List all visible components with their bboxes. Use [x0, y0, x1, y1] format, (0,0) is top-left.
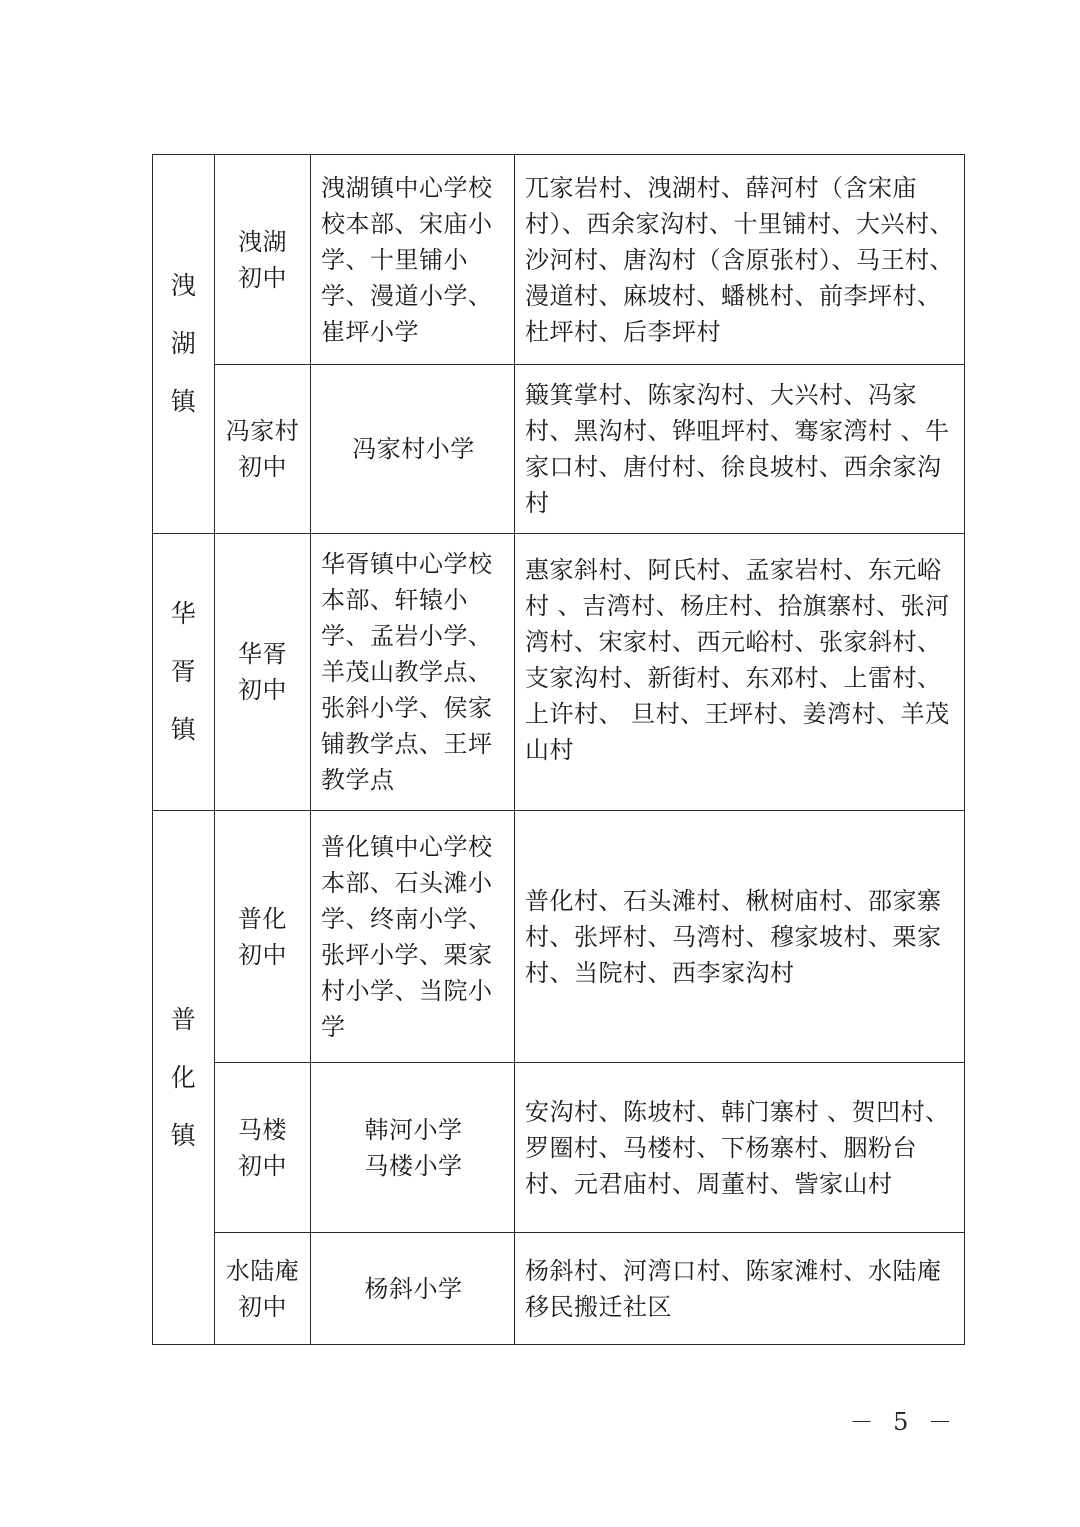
middle-school-cell: 水陆庵初中: [215, 1233, 311, 1345]
primary-schools-cell: 韩河小学 马楼小学: [311, 1063, 515, 1233]
primary-schools-cell: 冯家村小学: [311, 365, 515, 534]
villages-cell: 杨斜村、河湾口村、陈家滩村、水陆庵移民搬迁社区: [515, 1233, 965, 1345]
table-row: [153, 155, 965, 365]
middle-school-cell: 华胥初中: [215, 534, 311, 811]
villages-cell: 兀家岩村、洩湖村、薛河村（含宋庙村）、西余家沟村、十里铺村、大兴村、沙河村、唐沟村（含原张村）、马王村、漫道村、麻坡村、蟠桃村、前李坪村、杜坪村、后李坪村: [515, 155, 965, 365]
school-district-table: [152, 154, 965, 1345]
primary-schools-cell: 普化镇中心学校本部、石头滩小学、终南小学、张坪小学、栗家村小学、当院小学: [311, 811, 515, 1063]
primary-schools-cell: 杨斜小学: [311, 1233, 515, 1345]
middle-school-cell: 普化初中: [215, 811, 311, 1063]
table-row: [153, 365, 965, 534]
table-row: [153, 534, 965, 811]
table-row: [153, 811, 965, 1063]
middle-school-cell: 马楼初中: [215, 1063, 311, 1233]
villages-cell: 普化村、石头滩村、楸树庙村、邵家寨村、张坪村、马湾村、穆家坡村、栗家村、当院村、西李家沟村: [515, 811, 965, 1063]
villages-cell: 惠家斜村、阿氏村、孟家岩村、东元峪村 、吉湾村、杨庄村、拾旗寨村、张河湾村、宋家村、西元峪村、张家斜村、支家沟村、新街村、东邓村、上雷村、上许村、 旦村、王坪村、姜湾村、羊茂山村: [515, 534, 965, 811]
table-row: [153, 1233, 965, 1345]
table-row: [153, 1063, 965, 1233]
town-cell: 洩 湖 镇: [153, 155, 215, 534]
primary-schools-cell: 华胥镇中心学校本部、轩辕小学、孟岩小学、羊茂山教学点、张斜小学、侯家铺教学点、王坪教学点: [311, 534, 515, 811]
villages-cell: 簸箕掌村、陈家沟村、大兴村、冯家村、黑沟村、铧咀坪村、骞家湾村 、牛家口村、唐付村、徐良坡村、西余家沟村: [515, 365, 965, 534]
town-cell: 华 胥 镇: [153, 534, 215, 811]
middle-school-cell: 洩湖初中: [215, 155, 311, 365]
town-cell: 普 化 镇: [153, 811, 215, 1345]
page-number: － 5 －: [849, 1408, 958, 1436]
middle-school-cell: 冯家村初中: [215, 365, 311, 534]
primary-schools-cell: 洩湖镇中心学校校本部、宋庙小学、十里铺小学、漫道小学、崔坪小学: [311, 155, 515, 365]
villages-cell: 安沟村、陈坡村、韩门寨村 、贺凹村、罗圈村、马楼村、下杨寨村、胭粉台村、元君庙村、周董村、訾家山村: [515, 1063, 965, 1233]
